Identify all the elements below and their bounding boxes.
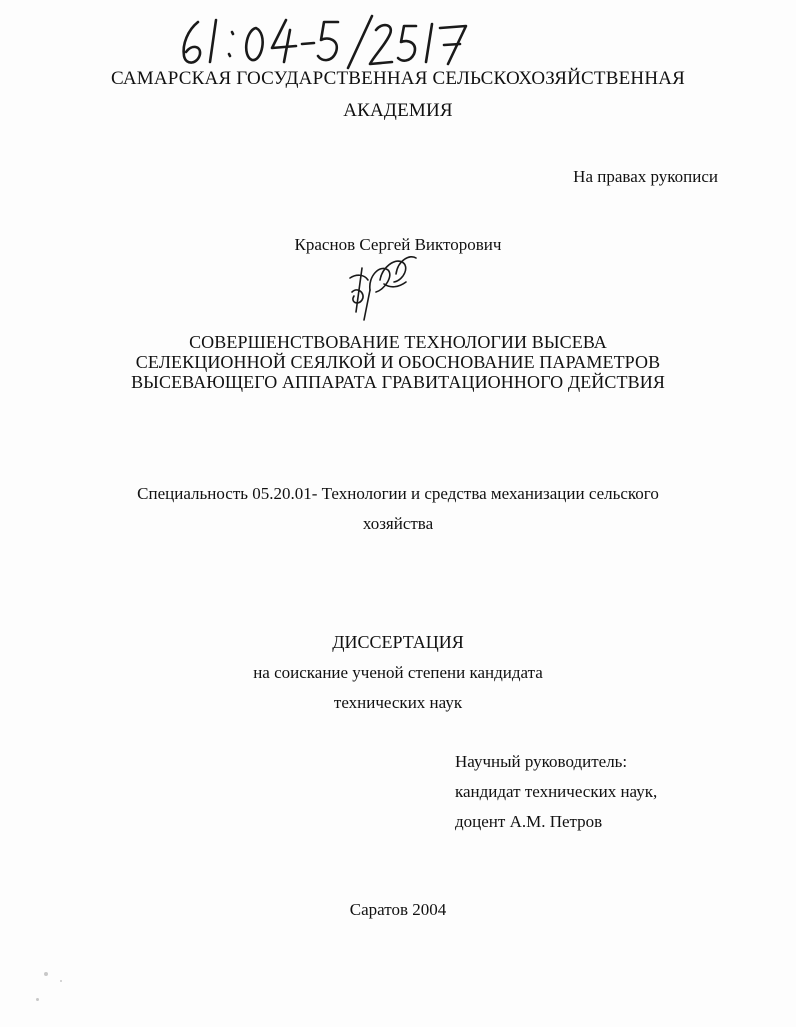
rights-note: На правах рукописи — [573, 167, 718, 186]
scan-speck — [36, 998, 39, 1001]
degree-line-2: технических наук — [333, 693, 463, 712]
author-name: Краснов Сергей Викторович — [294, 235, 502, 254]
thesis-title-line-3: ВЫСЕВАЮЩЕГО АППАРАТА ГРАВИТАЦИОННОГО ДЕЙСТВИЯ — [131, 372, 665, 392]
supervisor-name: доцент А.М. Петров — [455, 812, 603, 831]
city-year: Саратов 2004 — [349, 900, 447, 919]
supervisor-label: Научный руководитель: — [455, 752, 628, 771]
specialty-line-2: хозяйства — [362, 514, 434, 533]
supervisor-degree: кандидат технических наук, — [455, 782, 658, 801]
degree-line-1: на соискание ученой степени кандидата — [253, 663, 543, 682]
specialty-line-1: Специальность 05.20.01- Технологии и средства механизации сельского — [137, 484, 659, 503]
dissertation-heading: ДИССЕРТАЦИЯ — [332, 632, 464, 652]
handwritten-archive-code — [176, 12, 476, 70]
thesis-title-line-2: СЕЛЕКЦИОННОЙ СЕЯЛКОЙ И ОБОСНОВАНИЕ ПАРАМЕТРОВ — [135, 352, 661, 372]
thesis-title-line-1: СОВЕРШЕНСТВОВАНИЕ ТЕХНОЛОГИИ ВЫСЕВА — [189, 332, 607, 352]
institution-name-line-1: САМАРСКАЯ ГОСУДАРСТВЕННАЯ СЕЛЬСКОХОЗЯЙСТВЕННАЯ — [110, 68, 686, 89]
scan-speck — [60, 980, 62, 982]
institution-name-line-2: АКАДЕМИЯ — [343, 100, 453, 121]
scan-speck — [44, 972, 48, 976]
author-signature — [340, 250, 420, 322]
